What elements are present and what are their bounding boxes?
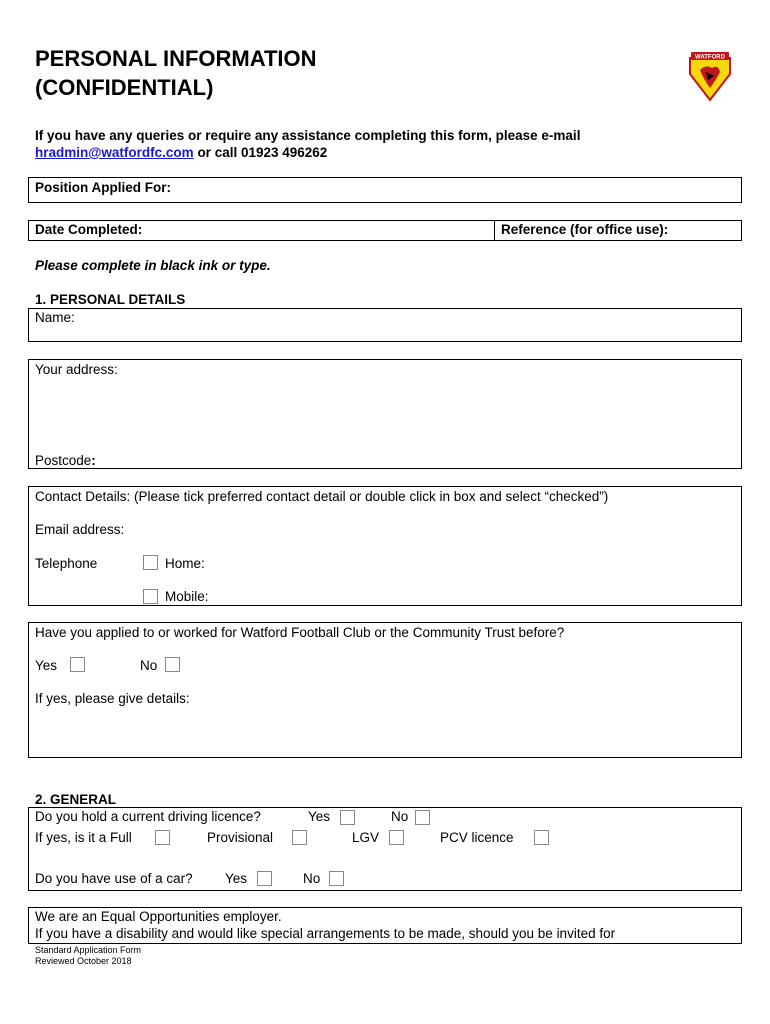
car-no-label: No [303, 871, 321, 886]
postcode-label [35, 453, 96, 468]
lgv-label: LGV [352, 830, 380, 845]
car-question: Do you have use of a car? [35, 871, 193, 886]
name-label: Name: [35, 310, 75, 325]
telephone-label: Telephone [35, 556, 98, 571]
footer-reviewed: Reviewed October 2018 [35, 956, 132, 966]
disability-text: If you have a disability and would like special arrangements to be made, should you be invited for [35, 926, 616, 941]
intro-phone: or call 01923 496262 [193, 145, 328, 160]
date-completed-field[interactable] [28, 220, 495, 241]
licence-yes-checkbox[interactable] [340, 810, 355, 825]
postcode-text: Postcode [35, 453, 92, 468]
mobile-label: Mobile: [165, 589, 209, 604]
licence-no-checkbox[interactable] [415, 810, 430, 825]
footer-form-name: Standard Application Form [35, 945, 142, 955]
licence-type-label: If yes, is it a Full [35, 830, 132, 845]
equal-opportunities-box [28, 907, 742, 944]
intro-text [35, 127, 735, 161]
provisional-checkbox[interactable] [292, 830, 307, 845]
if-yes-label: If yes, please give details: [35, 691, 190, 706]
home-label: Home: [165, 556, 205, 571]
equal-ops-text: We are an Equal Opportunities employer. [35, 909, 282, 924]
hr-email-link[interactable]: hradmin@watfordfc.com [35, 145, 194, 160]
section1-heading: 1. PERSONAL DETAILS [35, 292, 186, 307]
reference-field [494, 220, 742, 241]
contact-heading: Contact Details: (Please tick preferred contact detail or double click in box and select “checked”) [35, 489, 609, 504]
reference-label: Reference (for office use): [501, 222, 669, 237]
name-field[interactable] [28, 308, 742, 342]
address-label: Your address: [35, 362, 118, 377]
date-completed-label: Date Completed: [35, 222, 143, 237]
email-label: Email address: [35, 522, 125, 537]
previous-application-box [28, 622, 742, 758]
pcv-label: PCV licence [440, 830, 514, 845]
licence-no-label: No [391, 809, 409, 824]
page-title [35, 44, 317, 102]
contact-details-box [28, 486, 742, 606]
car-yes-checkbox[interactable] [257, 871, 272, 886]
provisional-label: Provisional [207, 830, 274, 845]
mobile-checkbox[interactable] [143, 589, 158, 604]
intro-line: If you have any queries or require any assistance completing this form, please e-mail [35, 128, 581, 143]
pcv-checkbox[interactable] [534, 830, 549, 845]
applied-yes-label: Yes [35, 658, 58, 673]
full-licence-checkbox[interactable] [155, 830, 170, 845]
home-checkbox[interactable] [143, 555, 158, 570]
car-no-checkbox[interactable] [329, 871, 344, 886]
section2-heading: 2. GENERAL [35, 792, 117, 807]
licence-yes-label: Yes [308, 809, 331, 824]
applied-no-checkbox[interactable] [165, 657, 180, 672]
applied-no-label: No [140, 658, 158, 673]
svg-text:WATFORD: WATFORD [695, 54, 725, 61]
title-line-1: PERSONAL INFORMATION [35, 46, 317, 71]
postcode-colon: : [91, 453, 96, 468]
position-field[interactable] [28, 177, 742, 203]
title-line-2: (CONFIDENTIAL) [35, 75, 214, 100]
lgv-checkbox[interactable] [389, 830, 404, 845]
car-yes-label: Yes [225, 871, 248, 886]
watford-crest-logo [686, 50, 734, 102]
licence-question: Do you hold a current driving licence? [35, 809, 261, 824]
position-label: Position Applied For: [35, 180, 171, 195]
applied-yes-checkbox[interactable] [70, 657, 85, 672]
address-field[interactable] [28, 359, 742, 469]
applied-before-question: Have you applied to or worked for Watford Football Club or the Community Trust before? [35, 625, 565, 640]
instruction-text: Please complete in black ink or type. [35, 258, 271, 273]
general-box [28, 807, 742, 891]
